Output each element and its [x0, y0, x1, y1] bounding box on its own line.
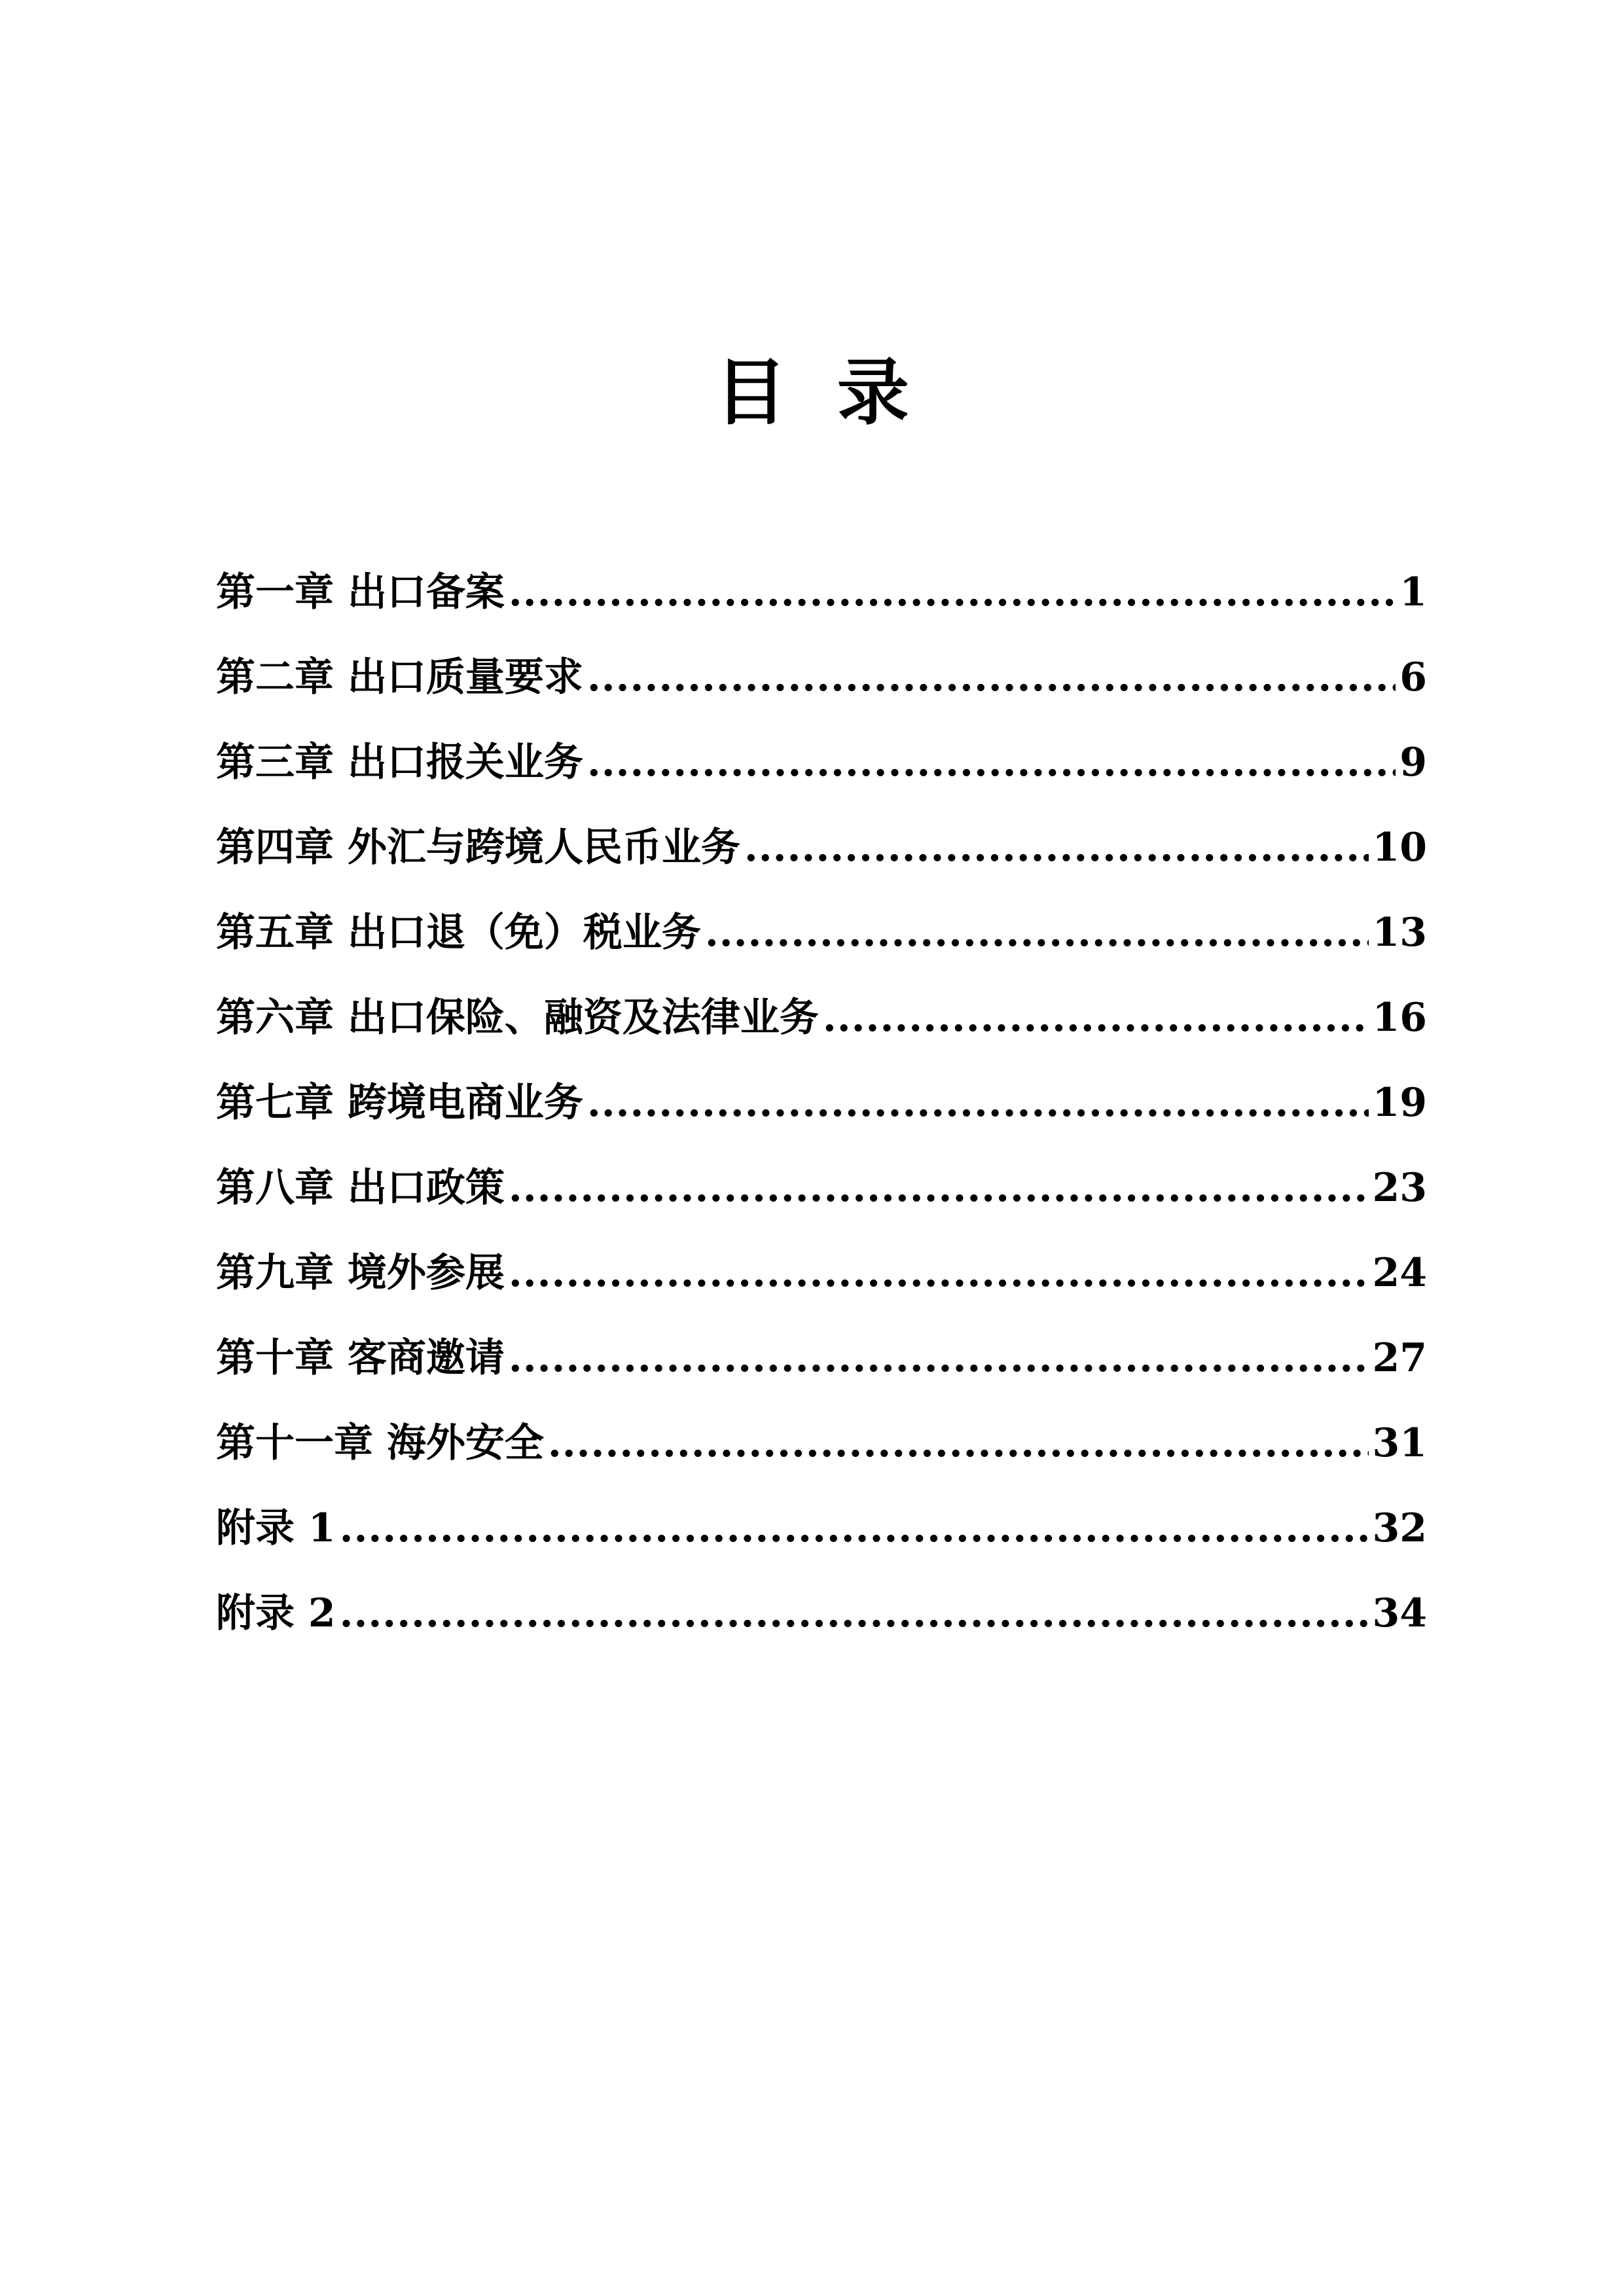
toc-page-number: 9 — [1399, 740, 1427, 785]
toc-page-number: 10 — [1372, 825, 1427, 870]
toc-entry-label: 第一章 出口备案 — [216, 569, 505, 615]
toc-entry-label: 第十一章 海外安全 — [216, 1420, 544, 1466]
toc-entry-label: 第四章 外汇与跨境人民币业务 — [216, 825, 740, 870]
toc-dot-leader — [587, 1060, 1369, 1145]
table-of-contents — [216, 550, 1427, 1656]
toc-entry-label: 第十章 客商邀请 — [216, 1335, 505, 1381]
toc-entry-appendix-1[interactable] — [216, 1486, 1427, 1571]
toc-entry-11[interactable] — [216, 1401, 1427, 1486]
toc-page-number: 13 — [1372, 910, 1427, 956]
toc-page-number: 19 — [1372, 1080, 1427, 1126]
toc-dot-leader — [340, 1571, 1369, 1656]
toc-dot-leader — [509, 1230, 1369, 1316]
toc-entry-label: 第八章 出口政策 — [216, 1165, 505, 1211]
toc-page-number: 23 — [1372, 1165, 1427, 1211]
toc-entry-label: 第六章 出口保险、融资及法律业务 — [216, 995, 819, 1041]
toc-entry-5[interactable] — [216, 890, 1427, 975]
toc-dot-leader — [509, 1316, 1369, 1401]
toc-page-number: 24 — [1372, 1250, 1427, 1296]
toc-dot-leader — [509, 550, 1396, 635]
toc-entry-6[interactable] — [216, 975, 1427, 1060]
toc-entry-label: 附录 1 — [216, 1505, 336, 1551]
toc-entry-label: 第九章 境外参展 — [216, 1250, 505, 1296]
page-title: 目 录 — [715, 350, 909, 435]
toc-dot-leader — [823, 975, 1369, 1060]
toc-dot-leader — [587, 720, 1396, 805]
toc-dot-leader — [705, 890, 1369, 975]
toc-dot-leader — [340, 1486, 1369, 1571]
toc-dot-leader — [509, 1145, 1369, 1230]
toc-entry-label: 第三章 出口报关业务 — [216, 740, 583, 785]
toc-page-number: 6 — [1399, 655, 1427, 700]
toc-entry-7[interactable] — [216, 1060, 1427, 1145]
toc-page-number: 1 — [1399, 569, 1427, 615]
toc-entry-9[interactable] — [216, 1230, 1427, 1316]
toc-dot-leader — [548, 1401, 1369, 1486]
toc-page-number: 31 — [1372, 1420, 1427, 1466]
toc-dot-leader — [744, 805, 1369, 890]
toc-page-number: 32 — [1372, 1505, 1427, 1551]
toc-entry-label: 第二章 出口质量要求 — [216, 655, 583, 700]
toc-page-number: 34 — [1372, 1590, 1427, 1636]
toc-entry-4[interactable] — [216, 805, 1427, 890]
toc-entry-label: 第七章 跨境电商业务 — [216, 1080, 583, 1126]
toc-entry-2[interactable] — [216, 635, 1427, 720]
toc-entry-1[interactable] — [216, 550, 1427, 635]
toc-dot-leader — [587, 635, 1396, 720]
toc-entry-label: 第五章 出口退（免）税业务 — [216, 910, 701, 956]
toc-page-number: 27 — [1372, 1335, 1427, 1381]
toc-page-number: 16 — [1372, 995, 1427, 1041]
toc-entry-10[interactable] — [216, 1316, 1427, 1401]
toc-entry-3[interactable] — [216, 720, 1427, 805]
toc-entry-appendix-2[interactable] — [216, 1571, 1427, 1656]
toc-entry-label: 附录 2 — [216, 1590, 336, 1636]
toc-entry-8[interactable] — [216, 1145, 1427, 1230]
